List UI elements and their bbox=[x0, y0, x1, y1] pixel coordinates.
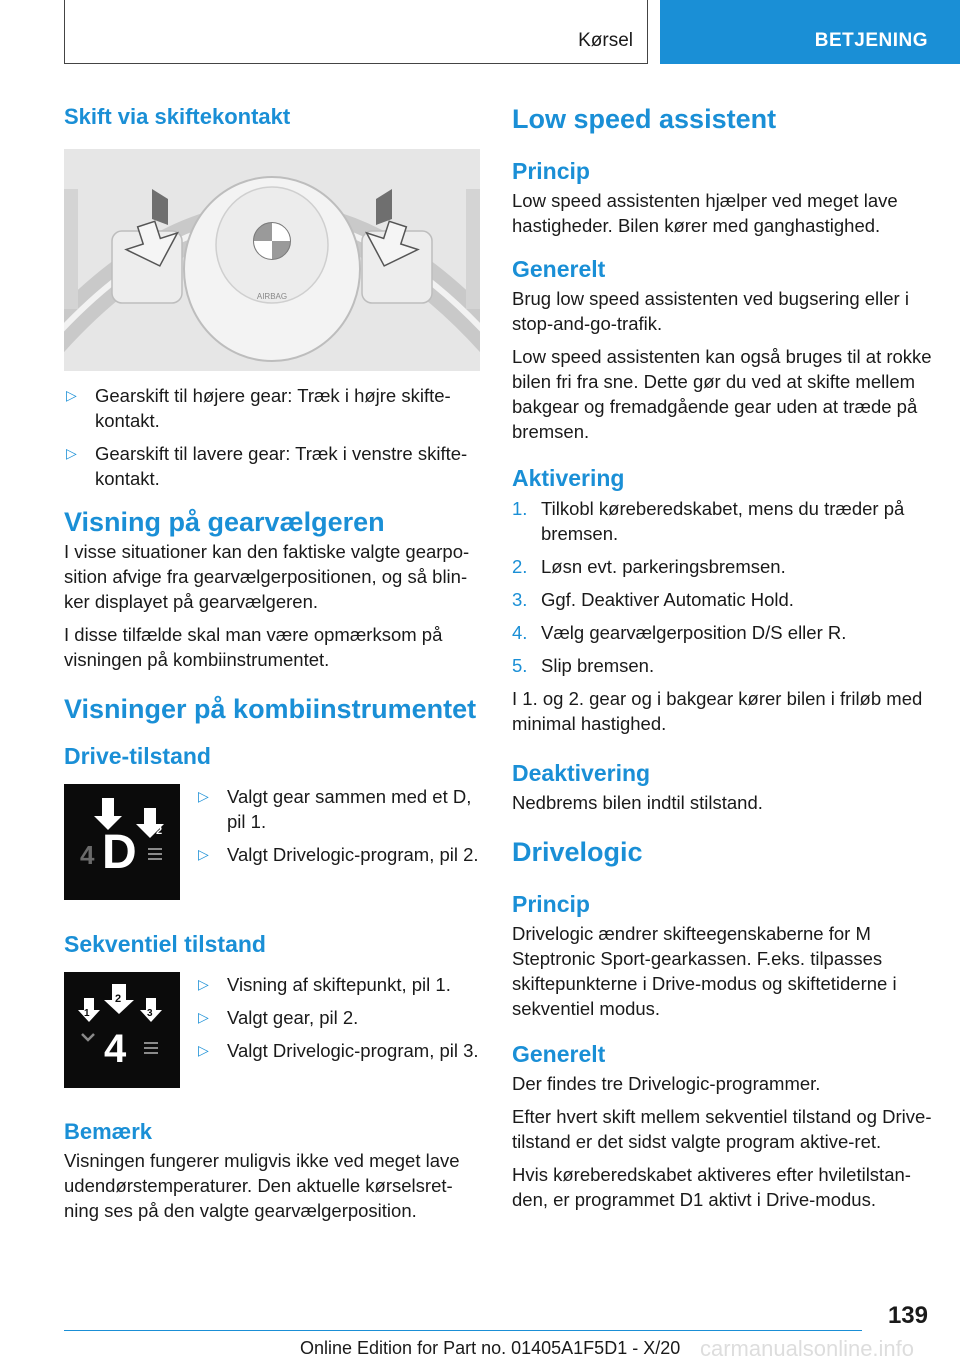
list-item: ▷ Valgt Drivelogic-program, pil 3. bbox=[198, 1040, 479, 1061]
svg-text:2: 2 bbox=[115, 993, 122, 1005]
paragraph: Hvis køreberedskabet aktiveres efter hviletilstan-den, er programmet D1 aktivt i Drive-modus. bbox=[512, 1164, 911, 1210]
triangle-bullet-icon: ▷ bbox=[66, 445, 77, 461]
sequential-mode-row bbox=[64, 972, 480, 1088]
paragraph: Brug low speed assistenten ved bugsering eller i stop-and-go-trafik. bbox=[512, 288, 909, 334]
svg-text:4: 4 bbox=[80, 840, 95, 870]
paragraph: Low speed assistenten kan også bruges til at rokke bilen fri fra sne. Dette gør du ved at skifte mellem bakgear og fremadgående gear uden at træde på bremsen. bbox=[512, 346, 932, 442]
header-chapter-tab bbox=[660, 0, 960, 64]
list-item: 2. Løsn evt. parkeringsbremsen. bbox=[512, 556, 786, 577]
list-item: ▷ Valgt gear, pil 2. bbox=[198, 1007, 359, 1028]
paragraph: I disse tilfælde skal man være opmærksom på visningen på kombiinstrumentet. bbox=[64, 624, 443, 670]
list-item: 5. Slip bremsen. bbox=[512, 655, 655, 676]
paragraph: Efter hvert skift mellem sekventiel tilstand og Drive-tilstand er det sidst valgte program aktive-ret. bbox=[512, 1106, 932, 1152]
paragraph: Drivelogic ændrer skifteegenskaberne for M Steptronic Sport-gearkassen. F.eks. tilpasses skiftepunkterne i Drive-modus og skiftetiderne i sekventiel modus. bbox=[512, 923, 897, 1019]
steering-wheel-illustration bbox=[64, 149, 480, 371]
list-item: ▷ Valgt gear sammen med et D, pil 1. bbox=[198, 786, 472, 832]
watermark: carmanualsonline.info bbox=[700, 1336, 915, 1361]
list-item: 1. Tilkobl køreberedskabet, mens du træder på bremsen. bbox=[512, 498, 905, 544]
list-item: 4. Vælg gearvælgerposition D/S eller R. bbox=[512, 622, 847, 643]
steering-wheel-image bbox=[64, 149, 480, 371]
heading-instrument-cluster: Visninger på kombiinstrumentet bbox=[64, 694, 477, 724]
drive-mode-display-image bbox=[64, 784, 180, 900]
heading-note: Bemærk bbox=[64, 1119, 153, 1144]
shift-list bbox=[64, 383, 480, 491]
heading-drive-mode: Drive-tilstand bbox=[64, 743, 211, 769]
triangle-bullet-icon: ▷ bbox=[66, 387, 77, 403]
paragraph: Der findes tre Drivelogic-programmer. bbox=[512, 1073, 821, 1094]
list-item: ▷ Gearskift til lavere gear: Træk i venstre skifte-kontakt. bbox=[66, 443, 468, 489]
svg-text:2: 2 bbox=[156, 825, 163, 837]
heading-gear-selector-display: Visning på gearvælgeren bbox=[64, 507, 385, 537]
left-column bbox=[64, 100, 480, 1223]
heading-drivelogic: Drivelogic bbox=[512, 837, 643, 867]
heading-low-speed-assistant: Low speed assistent bbox=[512, 104, 777, 134]
header-section-box bbox=[64, 0, 648, 64]
heading-sequential-mode: Sekventiel tilstand bbox=[64, 931, 266, 957]
triangle-bullet-icon: ▷ bbox=[198, 1042, 209, 1058]
paragraph: Low speed assistenten hjælper ved meget lave hastigheder. Bilen kører med ganghastighed. bbox=[512, 190, 898, 236]
heading-principle: Princip bbox=[512, 891, 590, 917]
svg-text:1: 1 bbox=[84, 1008, 90, 1019]
footer-edition: Online Edition for Part no. 01405A1F5D1 - X/20 bbox=[300, 1338, 681, 1358]
right-column bbox=[512, 100, 932, 1212]
heading-activation: Aktivering bbox=[512, 465, 625, 491]
heading-general: Generelt bbox=[512, 256, 606, 282]
paragraph: Nedbrems bilen indtil stilstand. bbox=[512, 792, 763, 813]
heading-general: Generelt bbox=[512, 1041, 606, 1067]
drive-mode-list bbox=[196, 784, 480, 900]
svg-text:3: 3 bbox=[147, 1008, 153, 1019]
paragraph: I visse situationer kan den faktiske valgte gearpo-sition afvige fra gearvælgerpositionen, og så blin-ker displayet på gearvælgeren. bbox=[64, 541, 470, 612]
triangle-bullet-icon: ▷ bbox=[198, 846, 209, 862]
heading-principle: Princip bbox=[512, 158, 590, 184]
triangle-bullet-icon: ▷ bbox=[198, 788, 209, 804]
sequential-mode-list bbox=[196, 972, 480, 1088]
header-section-title: Kørsel bbox=[578, 30, 633, 51]
list-item: ▷ Visning af skiftepunkt, pil 1. bbox=[198, 974, 451, 995]
page-number: 139 bbox=[887, 1302, 928, 1329]
list-item: 3. Ggf. Deaktiver Automatic Hold. bbox=[512, 589, 794, 610]
paragraph: I 1. og 2. gear og i bakgear kører bilen i friløb med minimal hastighed. bbox=[512, 688, 923, 734]
list-item: ▷ Valgt Drivelogic-program, pil 2. bbox=[198, 844, 479, 865]
triangle-bullet-icon: ▷ bbox=[198, 1009, 209, 1025]
svg-text:D: D bbox=[102, 826, 137, 879]
heading-shift-paddles: Skift via skiftekontakt bbox=[64, 104, 291, 129]
triangle-bullet-icon: ▷ bbox=[198, 976, 209, 992]
footer-divider bbox=[64, 1330, 862, 1331]
list-item: ▷ Gearskift til højere gear: Træk i højre skifte-kontakt. bbox=[66, 385, 451, 431]
sequential-mode-display-image bbox=[64, 972, 180, 1088]
activation-steps bbox=[512, 496, 932, 678]
svg-text:AIRBAG: AIRBAG bbox=[256, 292, 288, 301]
drive-mode-row bbox=[64, 784, 480, 900]
header-chapter-title: BETJENING bbox=[814, 30, 928, 51]
heading-deactivation: Deaktivering bbox=[512, 760, 651, 786]
svg-text:4: 4 bbox=[104, 1027, 127, 1071]
paragraph: Visningen fungerer muligvis ikke ved meget lave udendørstemperaturer. Den aktuelle kørselsret-ning ses på den valgte gearvælgerposition. bbox=[64, 1150, 460, 1221]
